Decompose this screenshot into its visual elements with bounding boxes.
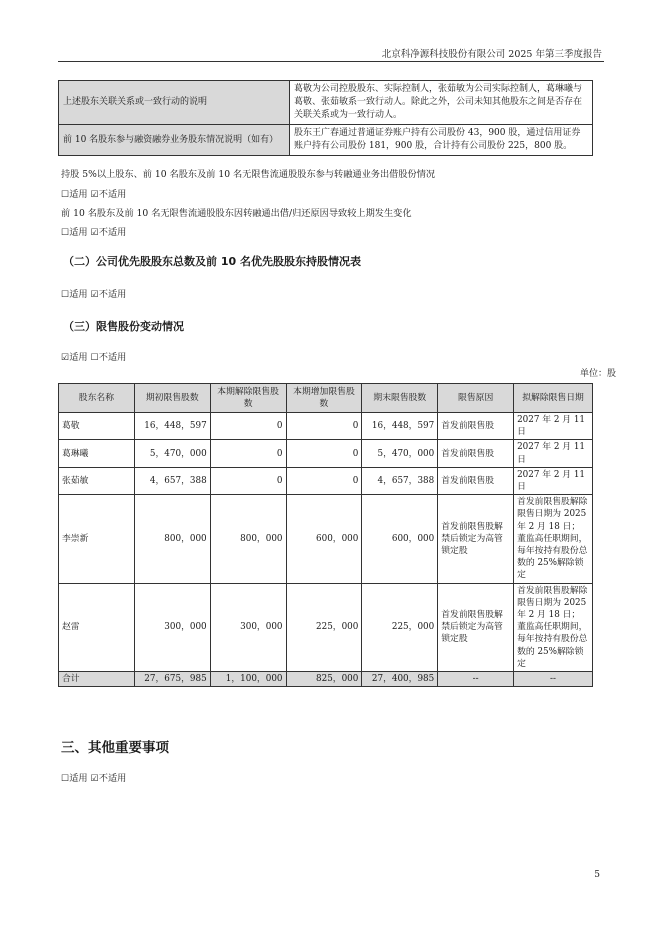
cell-released: 300，000 — [210, 583, 286, 671]
column-header: 期末限售股数 — [362, 384, 438, 413]
cell-date: 2027 年 2 月 11 日 — [514, 413, 593, 440]
cell-end: 16，448，597 — [362, 413, 438, 440]
column-header: 限售原因 — [438, 384, 514, 413]
cell-added: 600，000 — [286, 495, 362, 583]
cell-released: 0 — [210, 440, 286, 467]
applicability-option: ☐适用 ☑不适用 — [61, 773, 127, 784]
section-title-restricted: （三）限售股份变动情况 — [63, 320, 184, 333]
cell-released: 0 — [210, 413, 286, 440]
row-label: 上述股东关联关系或一致行动的说明 — [59, 81, 290, 125]
table-row — [59, 440, 593, 467]
cell-end: 4，657，388 — [362, 467, 438, 494]
cell-name: 葛敬 — [59, 413, 135, 440]
cell-reason: 首发前限售股 — [438, 413, 514, 440]
table-header-row — [59, 384, 593, 413]
cell-date: 首发前限售股解除限售日期为 2025 年 2 月 18 日；董监高任职期间，每年按持有股份总数的 25%解除锁定 — [514, 583, 593, 671]
cell-begin: 800，000 — [134, 495, 210, 583]
cell-released: 0 — [210, 467, 286, 494]
column-header: 股东名称 — [59, 384, 135, 413]
table-row — [59, 125, 593, 156]
column-header: 拟解除限售日期 — [514, 384, 593, 413]
table-row — [59, 583, 593, 671]
cell-begin: 4，657，388 — [134, 467, 210, 494]
applicability-option: ☐适用 ☑不适用 — [61, 189, 127, 200]
row-label: 前 10 名股东参与融资融券业务股东情况说明（如有） — [59, 125, 290, 156]
cell-end: 27，400，985 — [362, 672, 438, 687]
cell-added: 825，000 — [286, 672, 362, 687]
cell-reason: 首发前限售股解禁后锁定为高管锁定股 — [438, 495, 514, 583]
cell-begin: 300，000 — [134, 583, 210, 671]
lending-text: 持股 5%以上股东、前 10 名股东及前 10 名无限售流通股股东参与转融通业务出借股份情况 — [61, 169, 436, 180]
cell-added: 0 — [286, 413, 362, 440]
cell-released: 1，100，000 — [210, 672, 286, 687]
cell-reason: 首发前限售股解禁后锁定为高管锁定股 — [438, 583, 514, 671]
change-text: 前 10 名股东及前 10 名无限售流通股股东因转融通出借/归还原因导致较上期发生变化 — [61, 208, 412, 219]
restricted-shares-table — [58, 383, 593, 687]
cell-released: 800，000 — [210, 495, 286, 583]
row-value: 股东王广春通过普通证券账户持有公司股份 43，900 股，通过信用证券账户持有公司股份 181，900 股，合计持有公司股份 225，800 股。 — [290, 125, 593, 156]
applicability-option: ☐适用 ☑不适用 — [61, 227, 127, 238]
cell-begin: 5，470，000 — [134, 440, 210, 467]
cell-begin: 16，448，597 — [134, 413, 210, 440]
cell-date: 首发前限售股解除限售日期为 2025 年 2 月 18 日；董监高任职期间，每年按持有股份总数的 25%解除锁定 — [514, 495, 593, 583]
cell-name: 葛琳曦 — [59, 440, 135, 467]
page-number: 5 — [594, 870, 600, 880]
cell-date: -- — [514, 672, 593, 687]
cell-added: 0 — [286, 467, 362, 494]
column-header: 本期解除限售股数 — [210, 384, 286, 413]
cell-added: 225，000 — [286, 583, 362, 671]
cell-name: 赵雷 — [59, 583, 135, 671]
cell-reason: -- — [438, 672, 514, 687]
table-row — [59, 495, 593, 583]
related-party-table — [58, 80, 593, 156]
cell-name: 李崇新 — [59, 495, 135, 583]
applicability-option: ☑适用 ☐不适用 — [61, 352, 127, 363]
column-header: 本期增加限售股数 — [286, 384, 362, 413]
table-row — [59, 81, 593, 125]
applicability-option: ☐适用 ☑不适用 — [61, 289, 127, 300]
column-header: 期初限售股数 — [134, 384, 210, 413]
cell-end: 600，000 — [362, 495, 438, 583]
unit-label: 单位：股 — [579, 369, 616, 379]
cell-date: 2027 年 2 月 11 日 — [514, 440, 593, 467]
row-value: 葛敬为公司控股股东、实际控制人，张茹敏为公司实际控制人，葛琳曦与葛敬、张茹敏系一致行动人。除此之外，公司未知其他股东之间是否存在关联关系或为一致行动人。 — [290, 81, 593, 125]
section-title-preferred: （二）公司优先股股东总数及前 10 名优先股股东持股情况表 — [63, 255, 361, 268]
page-header: 北京科净源科技股份有限公司 2025 年第三季度报告 — [381, 49, 602, 60]
section-title-other: 三、其他重要事项 — [61, 740, 169, 756]
cell-reason: 首发前限售股 — [438, 440, 514, 467]
cell-name: 合计 — [59, 672, 135, 687]
cell-begin: 27，675，985 — [134, 672, 210, 687]
cell-end: 225，000 — [362, 583, 438, 671]
cell-name: 张茹敏 — [59, 467, 135, 494]
table-row — [59, 467, 593, 494]
cell-added: 0 — [286, 440, 362, 467]
header-rule — [58, 61, 604, 62]
cell-end: 5，470，000 — [362, 440, 438, 467]
table-total-row — [59, 672, 593, 687]
cell-reason: 首发前限售股 — [438, 467, 514, 494]
cell-date: 2027 年 2 月 11 日 — [514, 467, 593, 494]
table-row — [59, 413, 593, 440]
